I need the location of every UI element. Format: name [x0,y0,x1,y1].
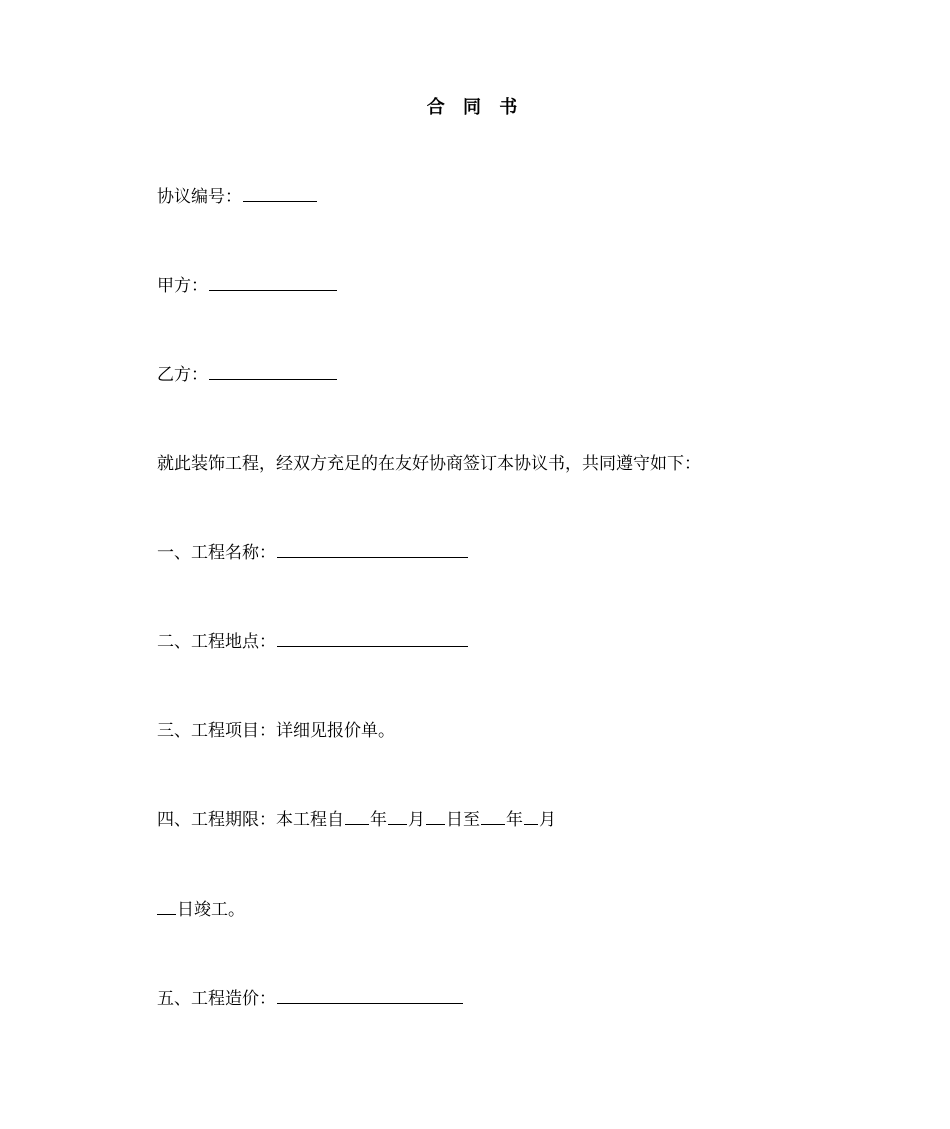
project-location-line [157,630,469,654]
end-day-blank [157,898,176,915]
intro-paragraph: 就此装饰工程，经双方充足的在友好协商签订本协议书，共同遵守如下： [157,454,701,474]
start-month-unit: 月 [408,810,425,830]
party-b-line [157,363,338,387]
project-name-line [157,541,469,565]
project-cost-label: 五、工程造价： [157,989,276,1009]
project-cost-blank [277,987,463,1004]
start-day-blank [426,808,445,825]
project-location-label: 二、工程地点： [157,632,276,652]
party-a-line [157,274,338,298]
start-month-blank [388,808,407,825]
project-items-line: 三、工程项目：详细见报价单。 [157,721,395,741]
project-period-line [157,808,556,832]
project-period-label: 四、工程期限：本工程自 [157,810,344,830]
party-b-label: 乙方： [157,365,208,385]
party-a-blank [209,274,337,291]
party-b-blank [209,363,337,380]
end-day-unit: 日竣工。 [177,900,245,920]
project-name-label: 一、工程名称： [157,543,276,563]
start-year-blank [345,808,369,825]
end-year-unit: 年 [506,810,523,830]
agreement-number-blank [243,185,317,202]
end-month-blank [524,808,538,825]
project-cost-line [157,987,464,1011]
project-location-blank [277,630,468,647]
start-year-unit: 年 [370,810,387,830]
end-year-blank [481,808,505,825]
start-day-unit: 日至 [446,810,480,830]
agreement-number-line [157,185,318,209]
end-month-unit: 月 [539,810,556,830]
document-title: 合 同 书 [426,97,524,118]
project-period-continuation [157,898,245,922]
agreement-number-label: 协议编号： [157,187,242,207]
party-a-label: 甲方： [157,276,208,296]
project-name-blank [277,541,468,558]
